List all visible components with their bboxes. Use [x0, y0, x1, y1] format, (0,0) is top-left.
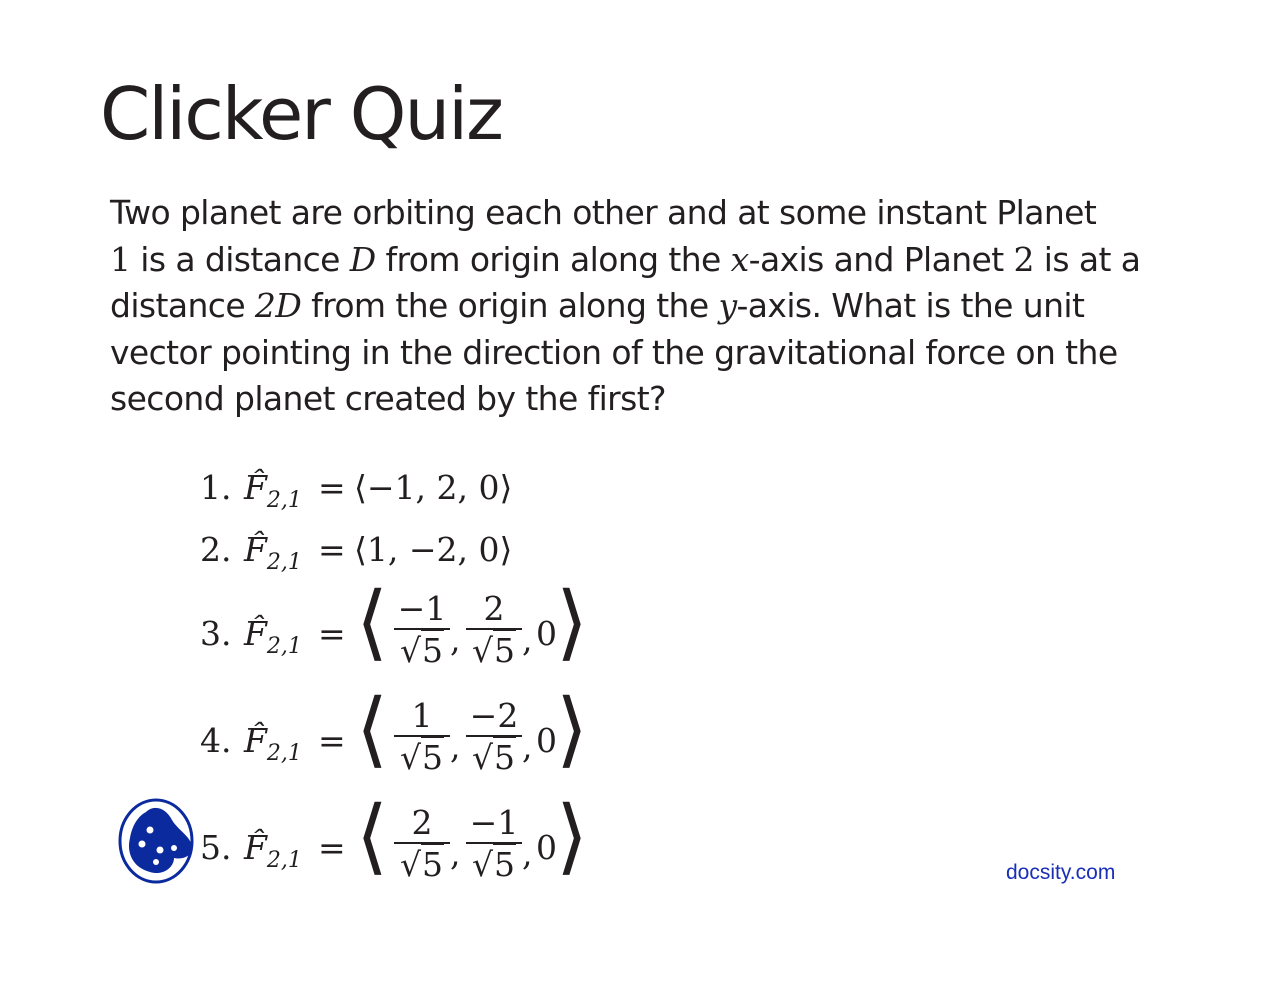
fraction-2: −2 √5 — [466, 697, 522, 777]
option-equals: = — [318, 828, 346, 867]
option-number: 1. — [200, 468, 232, 507]
option-rhs: ⟨1, −2, 0⟩ — [354, 530, 513, 569]
option-rhs: ⟨−1, 2, 0⟩ — [354, 468, 513, 507]
option-lhs: $F̂_{2,1}$ — [244, 530, 302, 575]
option-lhs: $F̂_{2,1}$ — [244, 468, 302, 513]
option-lhs: $F̂_{2,1}$ — [244, 828, 302, 873]
right-angle-bracket: ⟩ — [556, 789, 588, 884]
option-lhs: $F̂_{2,1}$ — [244, 614, 302, 659]
fraction-2: −1 √5 — [466, 804, 522, 884]
answer-options: 1. $F̂_{2,1}$ = ⟨−1, 2, 0⟩ 2. $F̂_{2,1}$ = ⟨1, −2, 0⟩ 3. $F̂_{2,1}$ = ⟨ −1 √5 , 2 √5 , 0 ⟩ 4. $F̂_{2,1}$ = ⟨ 1 √5 , −2 √5 , 0 ⟩ 5. $F̂_{2,1}$ = ⟨ 2 √5 , −1 √5 , 0 ⟩ — [200, 468, 588, 884]
question-line: vector pointing in the direction of the gravitational force on the — [110, 332, 1118, 372]
question-line: distance 2D from the origin along the y-axis. What is the unit — [110, 286, 1085, 325]
slide-title: Clicker Quiz — [100, 72, 502, 156]
right-angle-bracket: ⟩ — [556, 575, 588, 670]
question-line: second planet created by the first? — [110, 379, 666, 418]
watermark-text: docsity.com — [1006, 861, 1116, 884]
right-angle-bracket: ⟩ — [556, 682, 588, 777]
left-angle-bracket: ⟨ — [356, 789, 388, 884]
left-angle-bracket: ⟨ — [356, 575, 388, 670]
option-equals: = — [318, 468, 346, 507]
fraction-2: 2 √5 — [466, 590, 522, 670]
left-angle-bracket: ⟨ — [356, 682, 388, 777]
option-number: 3. — [200, 614, 232, 653]
question-line: Two planet are orbiting each other and at some instant Planet — [110, 193, 1097, 232]
question-line: 1 is a distance D from origin along the x-axis and Planet 2 is at a — [110, 239, 1141, 279]
option-number: 4. — [200, 721, 232, 760]
option-equals: = — [318, 614, 346, 653]
fraction-1: 2 √5 — [394, 804, 450, 884]
fraction-1: −1 √5 — [394, 590, 450, 670]
option-equals: = — [318, 530, 346, 569]
option-number: 5. — [200, 828, 232, 867]
option-equals: = — [318, 721, 346, 760]
option-lhs: $F̂_{2,1}$ — [244, 721, 302, 766]
fraction-1: 1 √5 — [394, 697, 450, 777]
docsity-logo-icon — [118, 798, 196, 884]
option-number: 2. — [200, 530, 232, 569]
